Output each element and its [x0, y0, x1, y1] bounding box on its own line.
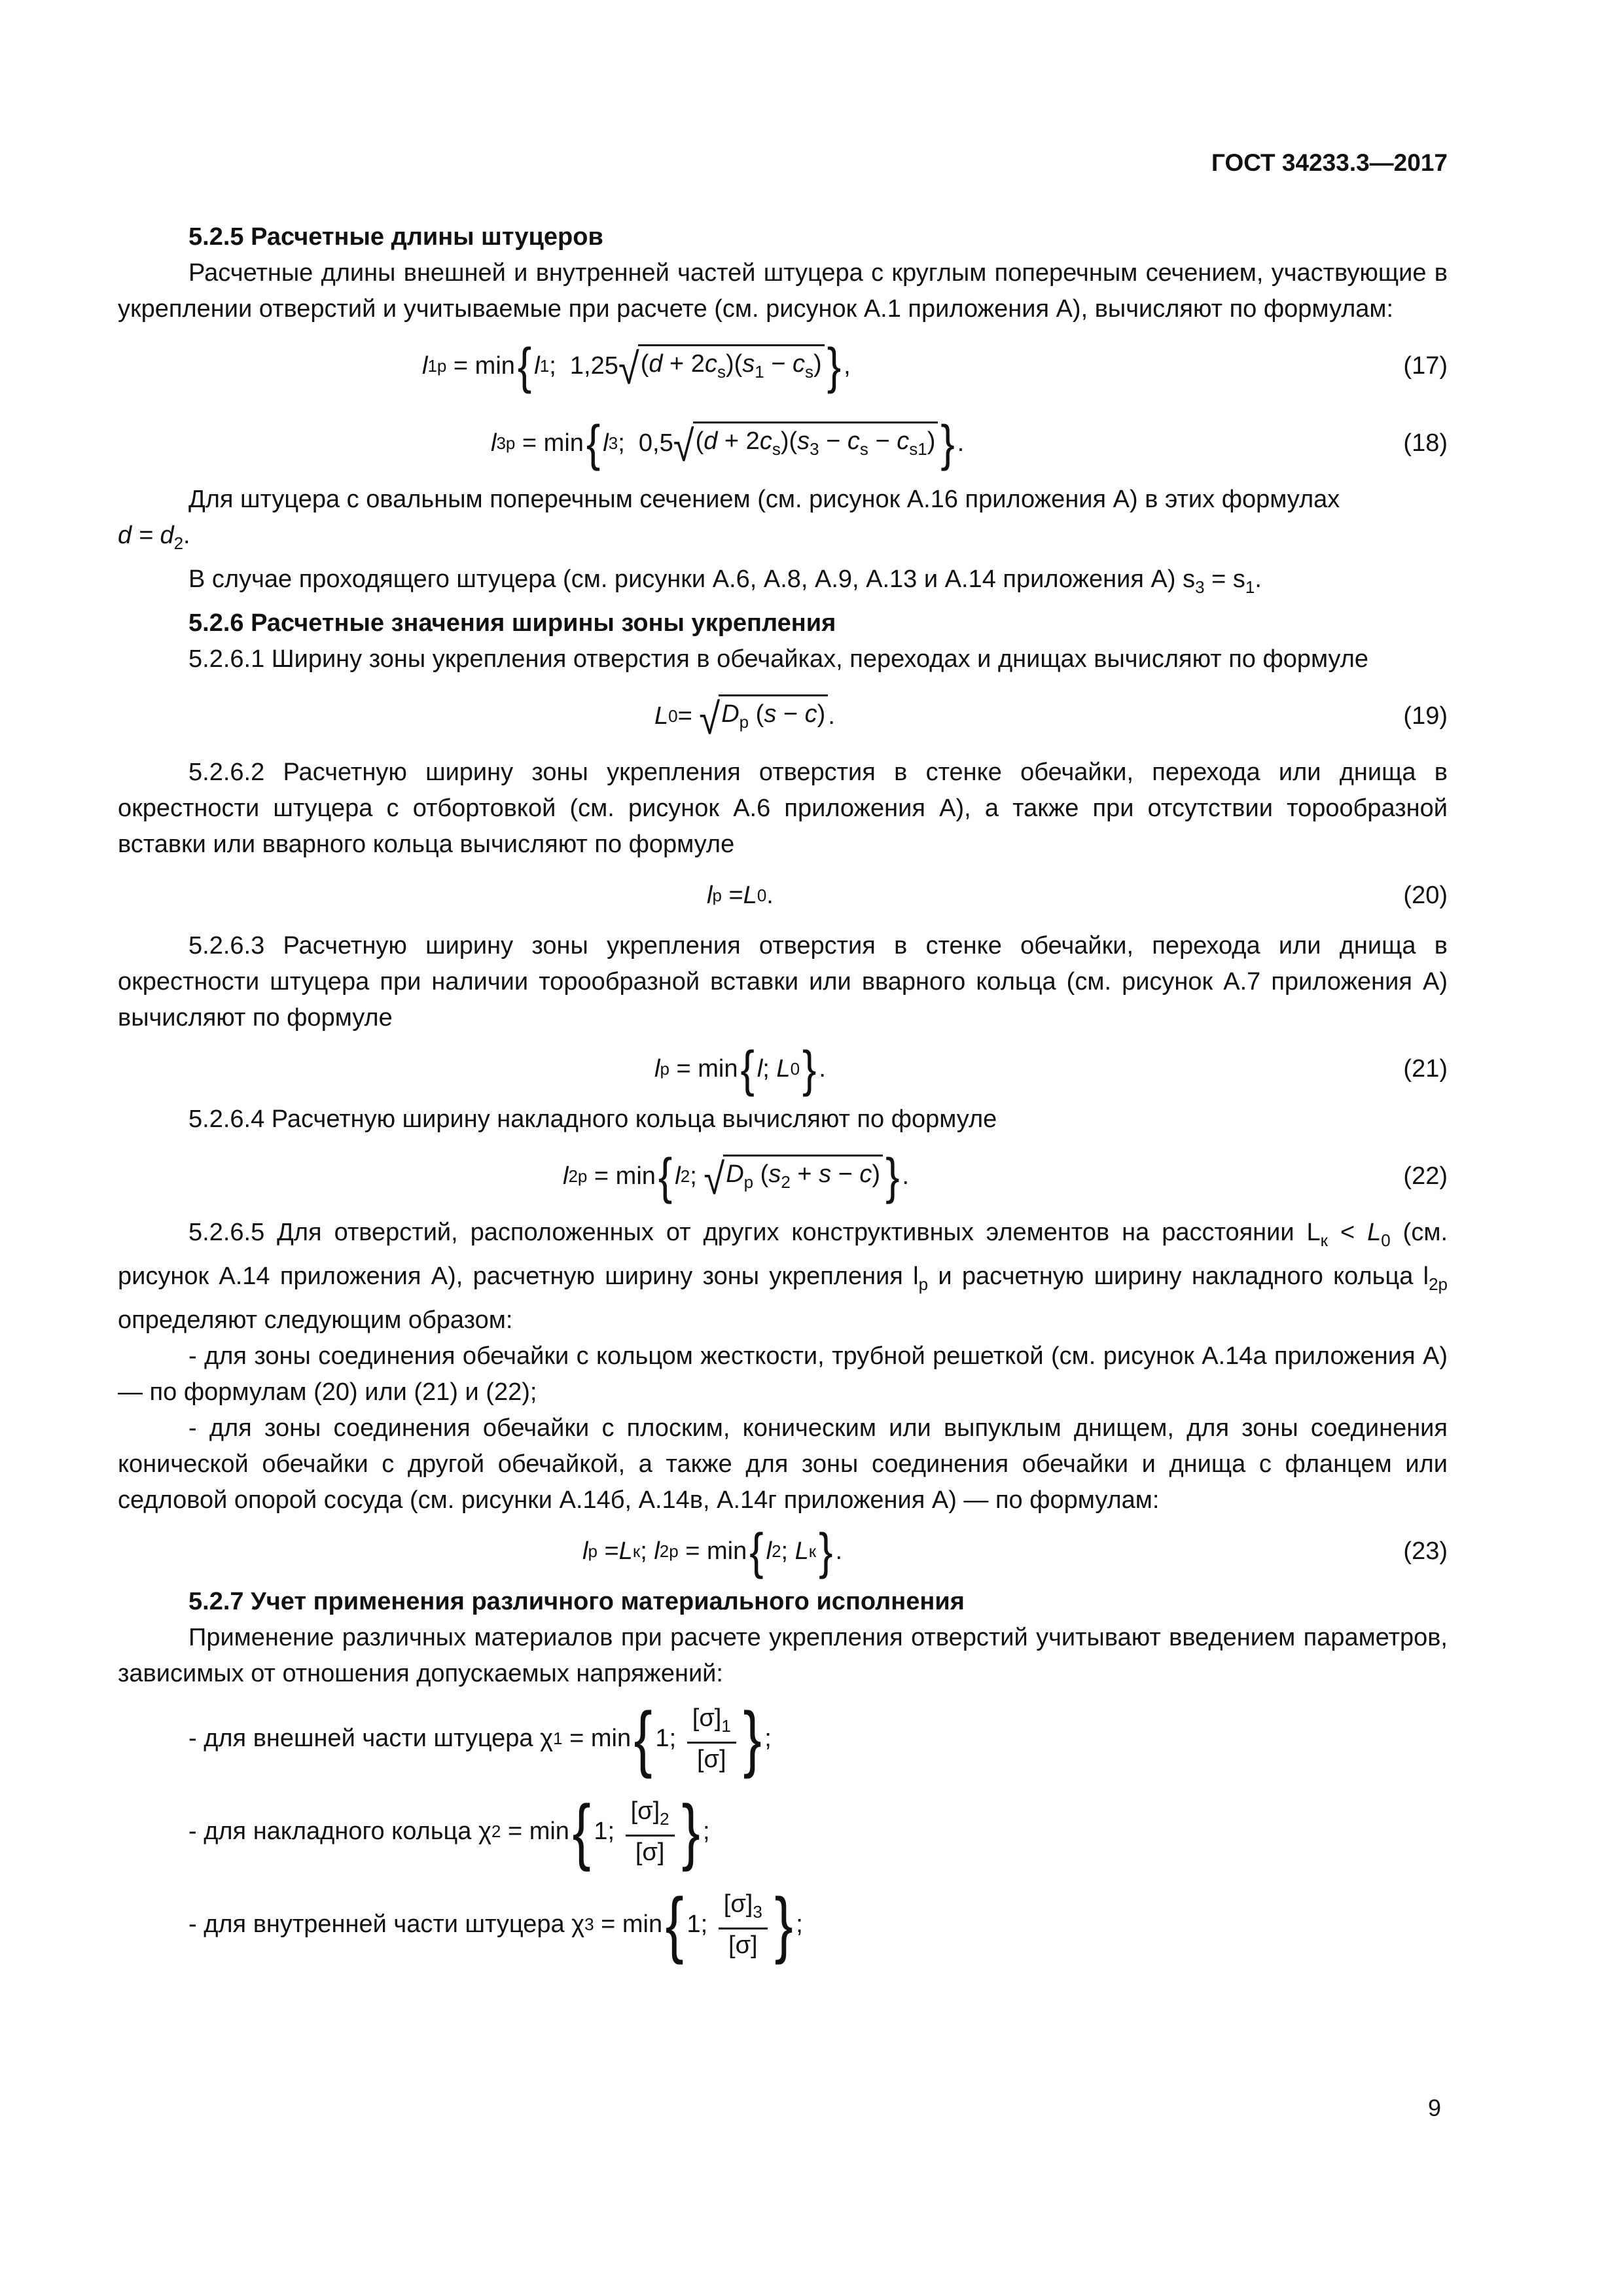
equation-23-number: (23): [1403, 1537, 1448, 1565]
equation-20-number: (20): [1403, 881, 1448, 909]
equation-17-number: (17): [1403, 351, 1448, 380]
chi-2-formula: χ 2 = min { 1; $\frac{[\sigma]_2}{[\sigma]}$ } ;: [478, 1790, 710, 1872]
chi-1-row: [118, 1692, 1448, 1785]
section-5-2-6-4-para: 5.2.6.4 Расчетную ширину накладного кольца вычисляют по формуле: [188, 1105, 997, 1133]
chi-3-row: [118, 1878, 1448, 1971]
chi-2-row: [118, 1785, 1448, 1878]
section-5-2-5-para-2b: $d = d_2$.: [118, 522, 190, 553]
chi-1-formula: χ 1 = min { 1; $\frac{[\sigma]_1}{[\sigma]}$ } ;: [540, 1697, 772, 1779]
equation-23: [118, 1518, 1448, 1584]
chi-1-label: - для внешней части штуцера: [188, 1724, 533, 1752]
formula-21: l р = min { l ; L 0 } .: [654, 1040, 826, 1098]
section-5-2-5-para-1: Расчетные длины внешней и внутренней частей штуцера с круглым поперечным сечением, участвующие в укреплении отверстий и учитываемые при расчете (см. рисунок А.1 приложения А), вычисляют по формулам:: [118, 259, 1448, 323]
section-5-2-5-para-2: Для штуцера с овальным поперечным сечением (см. рисунок А.16 приложения А) в этих формулах: [188, 486, 1340, 513]
equation-17: [118, 327, 1448, 404]
section-5-2-7-title: 5.2.7 Учет применения различного материального исполнения: [188, 1588, 965, 1615]
equation-22: [118, 1138, 1448, 1215]
formula-22: l 2р = min { l 2 ; √ $D_р$ $(s_2 + s - c)$ } .: [563, 1147, 910, 1205]
page-number: 9: [1427, 2094, 1441, 2121]
section-5-2-6-title: 5.2.6 Расчетные значения ширины зоны укрепления: [188, 609, 836, 637]
section-5-2-6-5-para: 5.2.6.5 Для отверстий, расположенных от других конструктивных элементов на расстоянии $L_к < L_0$ (см. рисунок А.14 приложения А), расчетную ширину зоны укрепления $l_р$ и расчетную ширину накладного кольца $l_{2р}$ определяют следующим образом:: [118, 1219, 1448, 1334]
chi-3-label: - для внутренней части штуцера: [188, 1910, 565, 1938]
list-item-2: - для зоны соединения обечайки с плоским, коническим или выпуклым днищем, для зоны соединения конической обечайки с другой обечайкой, а также для зоны соединения обечайки и днища с фланцем или седловой опорой сосуда (см. рисунки А.14б, А.14в, А.14г приложения А) — по формулам:: [118, 1414, 1448, 1514]
section-5-2-5-title: 5.2.5 Расчетные длины штуцеров: [188, 223, 603, 251]
chi-2-label: - для накладного кольца: [188, 1817, 472, 1845]
equation-21-number: (21): [1403, 1054, 1448, 1083]
equation-18: [118, 404, 1448, 482]
section-5-2-7-para: Применение различных материалов при расчете укрепления отверстий учитывают введением параметров, зависимых от отношения допускаемых напряжений:: [118, 1624, 1448, 1687]
formula-19: L 0 = √ $D_р$ (s − c) .: [654, 694, 835, 744]
formula-20: l р = L 0 .: [707, 881, 774, 909]
equation-22-number: (22): [1403, 1162, 1448, 1190]
equation-18-number: (18): [1403, 429, 1448, 457]
list-item-1: - для зоны соединения обечайки с кольцом жесткости, трубной решеткой (см. рисунок А.14а приложения А) — по формулам (20) или (21) и (22);: [118, 1342, 1448, 1406]
section-5-2-5-para-3: В случае проходящего штуцера (см. рисунки А.6, А.8, А.9, А.13 и А.14 приложения А) $s_3 = s_1$.: [188, 565, 1262, 597]
equation-19-number: (19): [1403, 702, 1448, 730]
chi-3-formula: χ 3 = min { 1; $\frac{[\sigma]_3}{[\sigma]}$ } ;: [571, 1883, 803, 1965]
standard-header: ГОСТ 34233.3—2017: [1211, 149, 1448, 176]
section-5-2-6-2-para: 5.2.6.2 Расчетную ширину зоны укрепления отверстия в стенке обечайки, перехода или днища в окрестности штуцера с отбортовкой (см. рисунок А.6 приложения А), а также при отсутствии торообразной вставки или вварного кольца вычисляют по формуле: [118, 759, 1448, 858]
section-5-2-6-3-para: 5.2.6.3 Расчетную ширину зоны укрепления отверстия в стенке обечайки, перехода или днища в окрестности штуцера при наличии торообразной вставки или вварного кольца (см. рисунок А.7 приложения А) вычисляют по формуле: [118, 932, 1448, 1031]
formula-17: l 1р = min { l 1 ; 1,25 √ $(d + 2c_s)(s_1 - c_s)$ } ,: [422, 337, 851, 395]
equation-21: [118, 1036, 1448, 1102]
equation-19: [118, 677, 1448, 755]
equation-20: [118, 863, 1448, 928]
formula-23: l р = L к ; l 2р = min { l 2 ; L к } .: [582, 1522, 843, 1580]
page-content: [118, 219, 1448, 1971]
section-5-2-6-1-para: 5.2.6.1 Ширину зоны укрепления отверстия в обечайках, переходах и днищах вычисляют по формуле: [188, 645, 1369, 673]
formula-18: l 3р = min { l 3 ; 0,5 √ $(d + 2c_s)(s_3 - c_s - c_{s1})$ } .: [491, 414, 965, 472]
